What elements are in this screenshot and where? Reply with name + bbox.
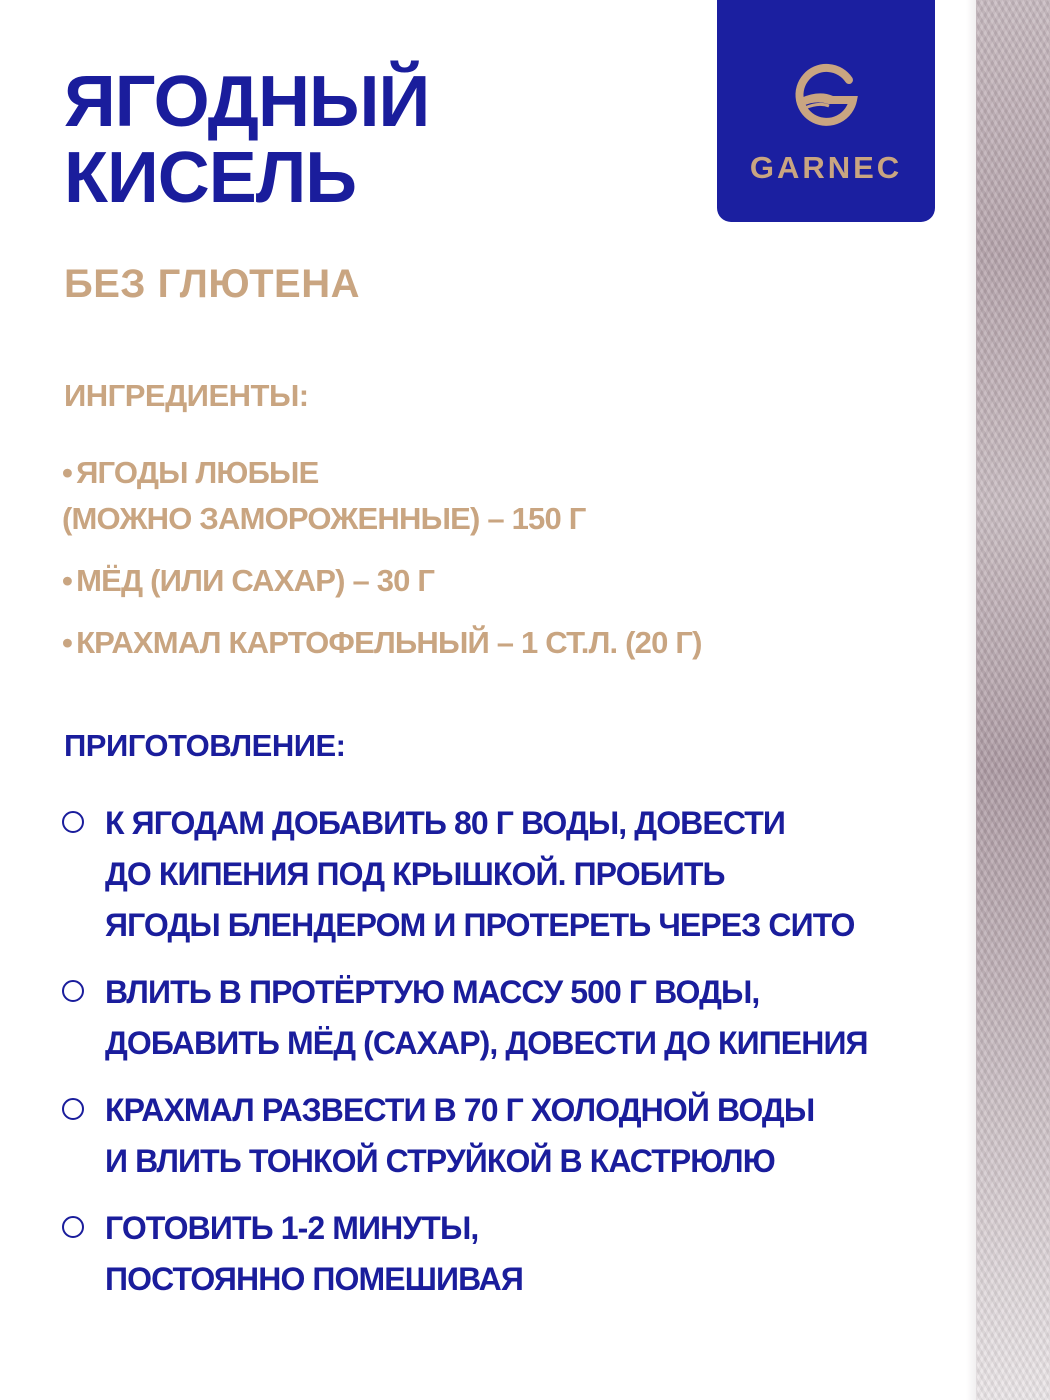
preparation-steps <box>62 798 962 1321</box>
step-item <box>62 1203 962 1305</box>
circle-bullet-icon <box>62 811 84 833</box>
bullet-icon: • <box>62 625 73 660</box>
ingredient-item <box>62 620 942 666</box>
fabric-shadow <box>966 0 976 1400</box>
circle-bullet-icon <box>62 1098 84 1120</box>
ingredient-text: КРАХМАЛ КАРТОФЕЛЬНЫЙ – 1 СТ.Л. (20 Г) <box>76 625 702 660</box>
recipe-subtitle: БЕЗ ГЛЮТЕНА <box>64 262 360 306</box>
ingredient-item <box>62 450 942 542</box>
step-line: ВЛИТЬ В ПРОТЁРТУЮ МАССУ 500 Г ВОДЫ, <box>105 974 760 1010</box>
ingredient-text: МЁД (ИЛИ САХАР) – 30 Г <box>76 563 435 598</box>
step-line: ГОТОВИТЬ 1-2 МИНУТЫ, <box>105 1210 479 1246</box>
ingredients-list <box>62 450 942 682</box>
preparation-heading: ПРИГОТОВЛЕНИЕ: <box>64 728 346 763</box>
garnec-g-icon <box>789 60 863 134</box>
step-line: К ЯГОДАМ ДОБАВИТЬ 80 Г ВОДЫ, ДОВЕСТИ <box>105 805 785 841</box>
ingredient-line <box>62 620 942 666</box>
ingredient-item <box>62 558 942 604</box>
step-line: И ВЛИТЬ ТОНКОЙ СТРУЙКОЙ В КАСТРЮЛЮ <box>105 1143 775 1179</box>
step-line: ЯГОДЫ БЛЕНДЕРОМ И ПРОТЕРЕТЬ ЧЕРЕЗ СИТО <box>105 907 855 943</box>
circle-bullet-icon <box>62 980 84 1002</box>
fabric-photo-edge <box>976 0 1050 1400</box>
ingredient-line: (МОЖНО ЗАМОРОЖЕННЫЕ) – 150 Г <box>62 501 586 536</box>
circle-bullet-icon <box>62 1216 84 1238</box>
title-line: КИСЕЛЬ <box>64 138 356 218</box>
bullet-icon: • <box>62 563 73 598</box>
title-line: ЯГОДНЫЙ <box>64 62 430 142</box>
recipe-title <box>64 64 684 216</box>
ingredient-text: ЯГОДЫ ЛЮБЫЕ <box>76 455 319 490</box>
brand-logo-text: GARNEC <box>749 150 903 185</box>
brand-logo-badge <box>717 0 935 222</box>
ingredient-line <box>62 450 942 496</box>
step-line: ДОБАВИТЬ МЁД (САХАР), ДОВЕСТИ ДО КИПЕНИЯ <box>105 1025 868 1061</box>
step-item <box>62 967 962 1069</box>
step-line: КРАХМАЛ РАЗВЕСТИ В 70 Г ХОЛОДНОЙ ВОДЫ <box>105 1092 815 1128</box>
ingredient-line <box>62 558 942 604</box>
bullet-icon: • <box>62 455 73 490</box>
step-line: ДО КИПЕНИЯ ПОД КРЫШКОЙ. ПРОБИТЬ <box>105 856 725 892</box>
ingredients-heading: ИНГРЕДИЕНТЫ: <box>64 378 309 413</box>
step-item <box>62 1085 962 1187</box>
step-line: ПОСТОЯННО ПОМЕШИВАЯ <box>105 1261 523 1297</box>
step-item <box>62 798 962 951</box>
